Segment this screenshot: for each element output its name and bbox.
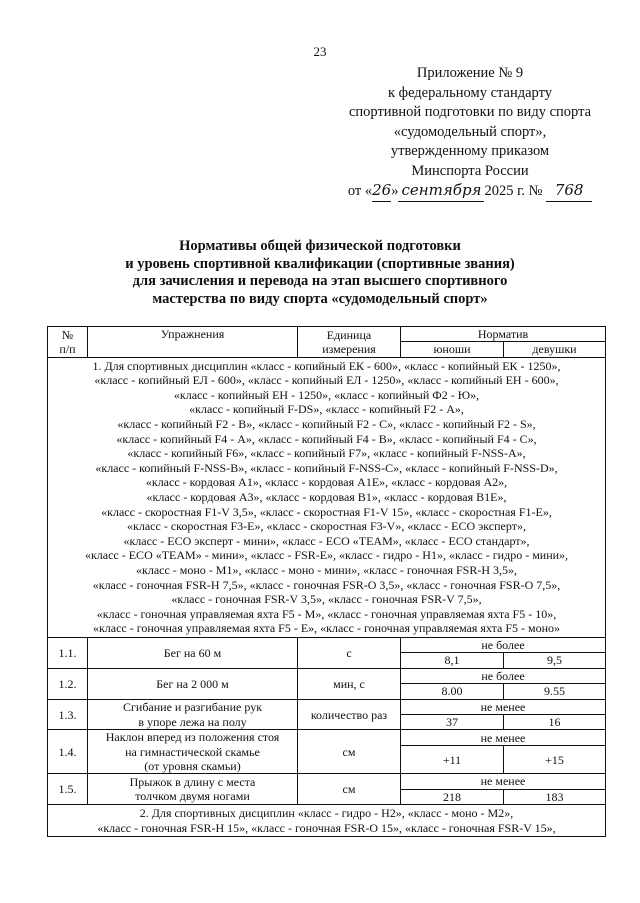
section-1-text: 1. Для спортивных дисциплин «класс - копийный ЕК - 600», «класс - копийный ЕК - 1250», «класс - копийный ЕЛ - 600», «класс - копийный ЕЛ - 1250», «класс - копийный ЕН - 600», «класс - копийный ЕН - 1250», «класс - копийный Ф2 - Ю», «класс - копийный F-DS», «класс - копийный F2 - А», «класс - копийный F2 - В», «класс - копийный F2 - С», «класс - копийный F2 - S», «класс - копийный F4 - А», «класс - копийный F4 - В», «класс - копийный F4 - С», «класс - копийный F6», «класс - копийный F7», «класс - копийный F-NSS-А», «класс - копийный F-NSS-В», «класс - копийный F-NSS-С», «класс - копийный F-NSS-D», «класс - кордовая А1», «класс - кордовая А1Е», «класс - кордовая А2», «класс - кордовая А3», «класс - кордовая В1», «класс - кордовая В1Е», «класс - скоростная F1-V 3,5», «класс - скоростная F1-V 15», «класс - скоростная F1-Е», «класс - скоростная F3-Е», «класс - скоростная F3-V», «класс - ЕСО эксперт», «класс - ЕСО эксперт - мини», «класс - ЕСО «ТЕАМ», «класс - ЕСО стандарт», «класс - ЕСО «ТЕАМ» - мини», «класс - FSR-Е», «класс - гидро - Н1», «класс - гидро - мини», «класс - моно - М1», «класс - моно - мини», «класс - гоночная FSR-Н 3,5», «класс - гоночная FSR-Н 7,5», «класс - гоночная FSR-О 3,5», «класс - гоночная FSR-О 7,5», «класс - гоночная FSR-V 3,5», «класс - гоночная FSR-V 7,5», «класс - гоночная управляемая яхта F5 - М», «класс - гоночная управляемая яхта F5 - 10», «класс - гоночная управляемая яхта F5 - Е», «класс - гоночная управляемая яхта F5 - моно» <box>48 357 606 637</box>
table-row <box>48 774 606 789</box>
norms-table <box>47 326 606 837</box>
appendix-line: спортивной подготовки по виду спорта <box>348 104 592 120</box>
row-num: 1.5. <box>48 774 88 805</box>
section-row <box>48 804 606 836</box>
row-unit: мин, с <box>298 668 401 699</box>
row-condition: не менее <box>401 730 606 746</box>
row-exercise: Бег на 60 м <box>88 637 298 668</box>
row-condition: не более <box>401 668 606 684</box>
row-num: 1.1. <box>48 637 88 668</box>
appendix-header <box>330 64 610 202</box>
section-row <box>48 357 606 637</box>
section-2-text: 2. Для спортивных дисциплин «класс - гидро - Н2», «класс - моно - М2», «класс - гоночная FSR-Н 15», «класс - гоночная FSR-О 15», «класс - гоночная FSR-V 15», <box>48 804 606 836</box>
row-unit: с <box>298 637 401 668</box>
value-boys: 8.00 <box>401 684 504 700</box>
date-month-handwritten: сентября <box>398 181 484 202</box>
value-boys: 218 <box>401 789 504 804</box>
value-girls: +15 <box>504 745 606 773</box>
date-mid: » <box>391 183 399 199</box>
order-date-line <box>330 181 610 202</box>
value-girls: 16 <box>504 715 606 730</box>
header-num: № п/п <box>48 327 88 358</box>
value-girls: 9,5 <box>504 653 606 669</box>
appendix-line: «судомодельный спорт», <box>393 123 547 140</box>
appendix-line: утвержденному приказом <box>390 143 550 159</box>
order-number-handwritten: 768 <box>546 181 592 202</box>
appendix-line: Приложение № 9 <box>416 65 524 81</box>
row-exercise: Сгибание и разгибание рук в упоре лежа на полу <box>88 699 298 730</box>
row-exercise: Прыжок в длину с места толчком двумя ногами <box>88 774 298 805</box>
row-num: 1.3. <box>48 699 88 730</box>
title-line: для зачисления и перевода на этап высшего спортивного <box>132 273 508 289</box>
header-unit: Единица измерения <box>298 327 401 358</box>
row-condition: не менее <box>401 774 606 789</box>
row-unit: количество раз <box>298 699 401 730</box>
header-row <box>48 327 606 342</box>
table-row <box>48 699 606 714</box>
row-num: 1.2. <box>48 668 88 699</box>
page-number: 23 <box>313 44 327 59</box>
appendix-line: к федеральному стандарту <box>388 84 552 101</box>
date-day-handwritten: 26 <box>372 181 391 202</box>
table-row <box>48 730 606 746</box>
header-norm: Норматив <box>401 327 606 342</box>
value-boys: 8,1 <box>401 653 504 669</box>
title-line: Нормативы общей физической подготовки <box>179 238 461 254</box>
row-exercise: Бег на 2 000 м <box>88 668 298 699</box>
table-row <box>48 668 606 684</box>
row-unit: см <box>298 730 401 774</box>
value-girls: 9.55 <box>504 684 606 700</box>
header-girls: девушки <box>504 342 606 357</box>
document-title <box>40 238 600 308</box>
row-unit: см <box>298 774 401 805</box>
title-line: мастерства по виду спорта «судомодельный спорт» <box>152 290 488 307</box>
row-condition: не менее <box>401 699 606 714</box>
row-condition: не более <box>401 637 606 653</box>
appendix-line: Минспорта России <box>411 162 529 179</box>
value-boys: 37 <box>401 715 504 730</box>
date-year: 2025 г. № <box>484 183 543 199</box>
value-boys: +11 <box>401 745 504 773</box>
title-line: и уровень спортивной квалификации (спортивные звания) <box>125 255 515 272</box>
row-num: 1.4. <box>48 730 88 774</box>
value-girls: 183 <box>504 789 606 804</box>
header-exercise: Упражнения <box>88 327 298 358</box>
date-prefix: от « <box>347 183 373 199</box>
header-boys: юноши <box>401 342 504 357</box>
table-row <box>48 637 606 653</box>
row-exercise: Наклон вперед из положения стоя на гимнастической скамье (от уровня скамьи) <box>88 730 298 774</box>
